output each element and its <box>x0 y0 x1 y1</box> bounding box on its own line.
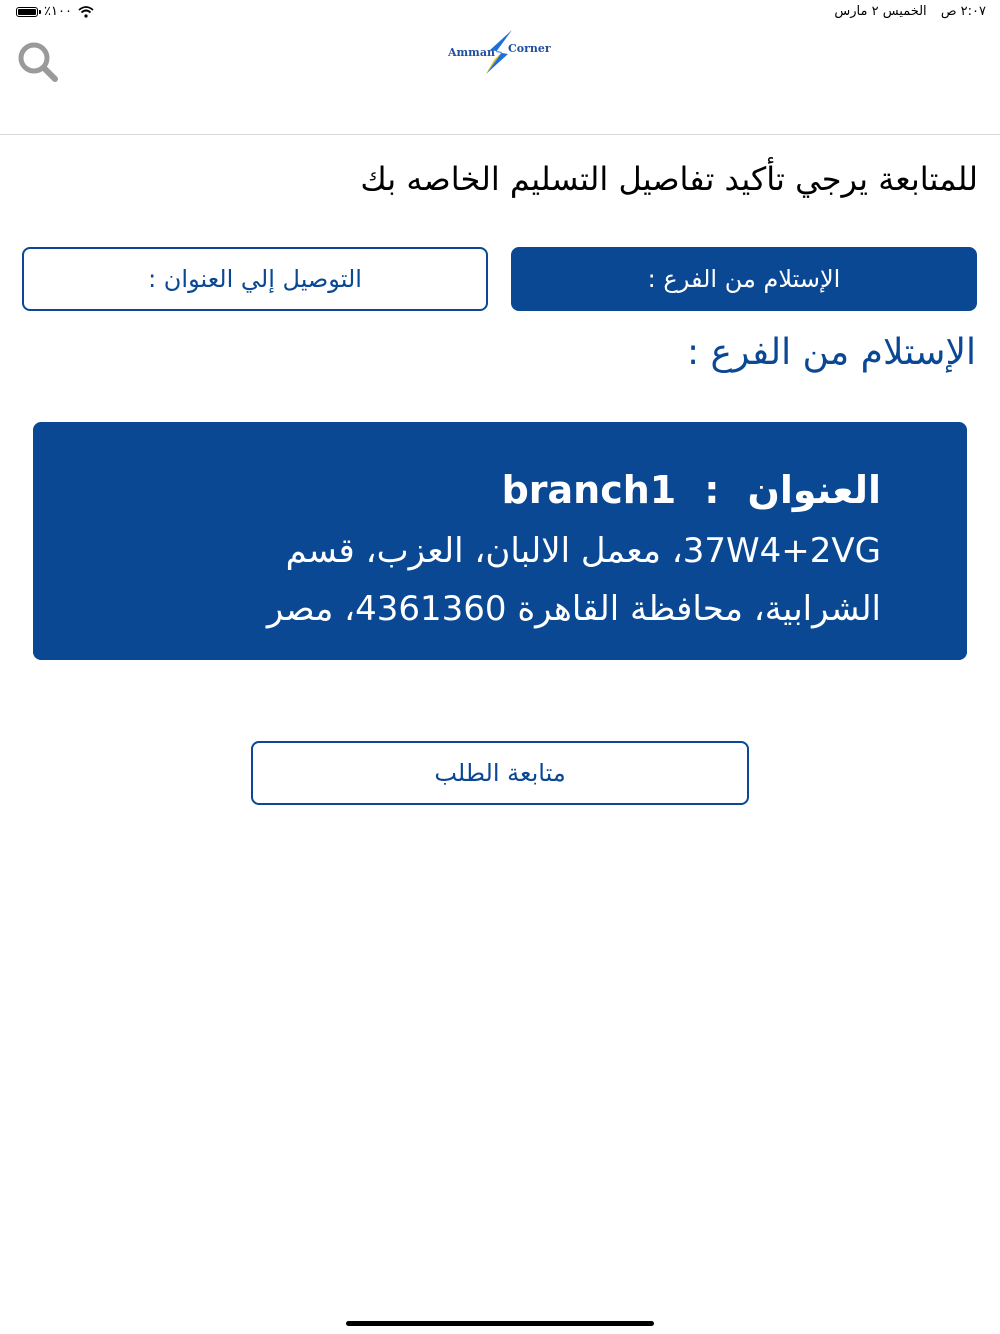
status-left <box>16 4 94 19</box>
label-separator: : <box>704 468 720 512</box>
branch-address: 37W4+2VG، معمل الالبان، العزب، قسم الشرابية، محافظة القاهرة 4361360، مصر <box>266 531 881 629</box>
status-right <box>824 4 986 19</box>
wifi-icon <box>78 6 94 18</box>
battery-percent: ٪١٠٠ <box>44 4 72 19</box>
amman-corner-logo <box>446 28 550 78</box>
search-icon <box>14 38 62 86</box>
branch-header <box>193 464 881 516</box>
branch-card[interactable] <box>33 422 967 660</box>
logo-text-amman: Amman <box>448 46 495 59</box>
logo-text-corner: Corner <box>508 42 551 55</box>
battery-icon <box>16 7 38 17</box>
section-title: الإستلام من الفرع : <box>686 332 976 373</box>
delivery-instruction: للمتابعة يرجي تأكيد تفاصيل التسليم الخاصه بك <box>360 160 978 198</box>
tab-address-delivery[interactable]: التوصيل إلي العنوان : <box>22 247 488 311</box>
branch-name: branch1 <box>501 468 677 512</box>
address-label: العنوان <box>747 468 881 512</box>
follow-order-button[interactable]: متابعة الطلب <box>251 741 749 805</box>
status-time: ٢:٠٧ ص <box>940 4 986 19</box>
home-indicator[interactable] <box>346 1321 654 1326</box>
app-header <box>0 26 1000 135</box>
status-bar <box>0 0 1000 26</box>
status-date: الخميس ٢ مارس <box>834 4 927 19</box>
search-button[interactable] <box>14 38 62 86</box>
tab-branch-pickup[interactable]: الإستلام من الفرع : <box>511 247 977 311</box>
